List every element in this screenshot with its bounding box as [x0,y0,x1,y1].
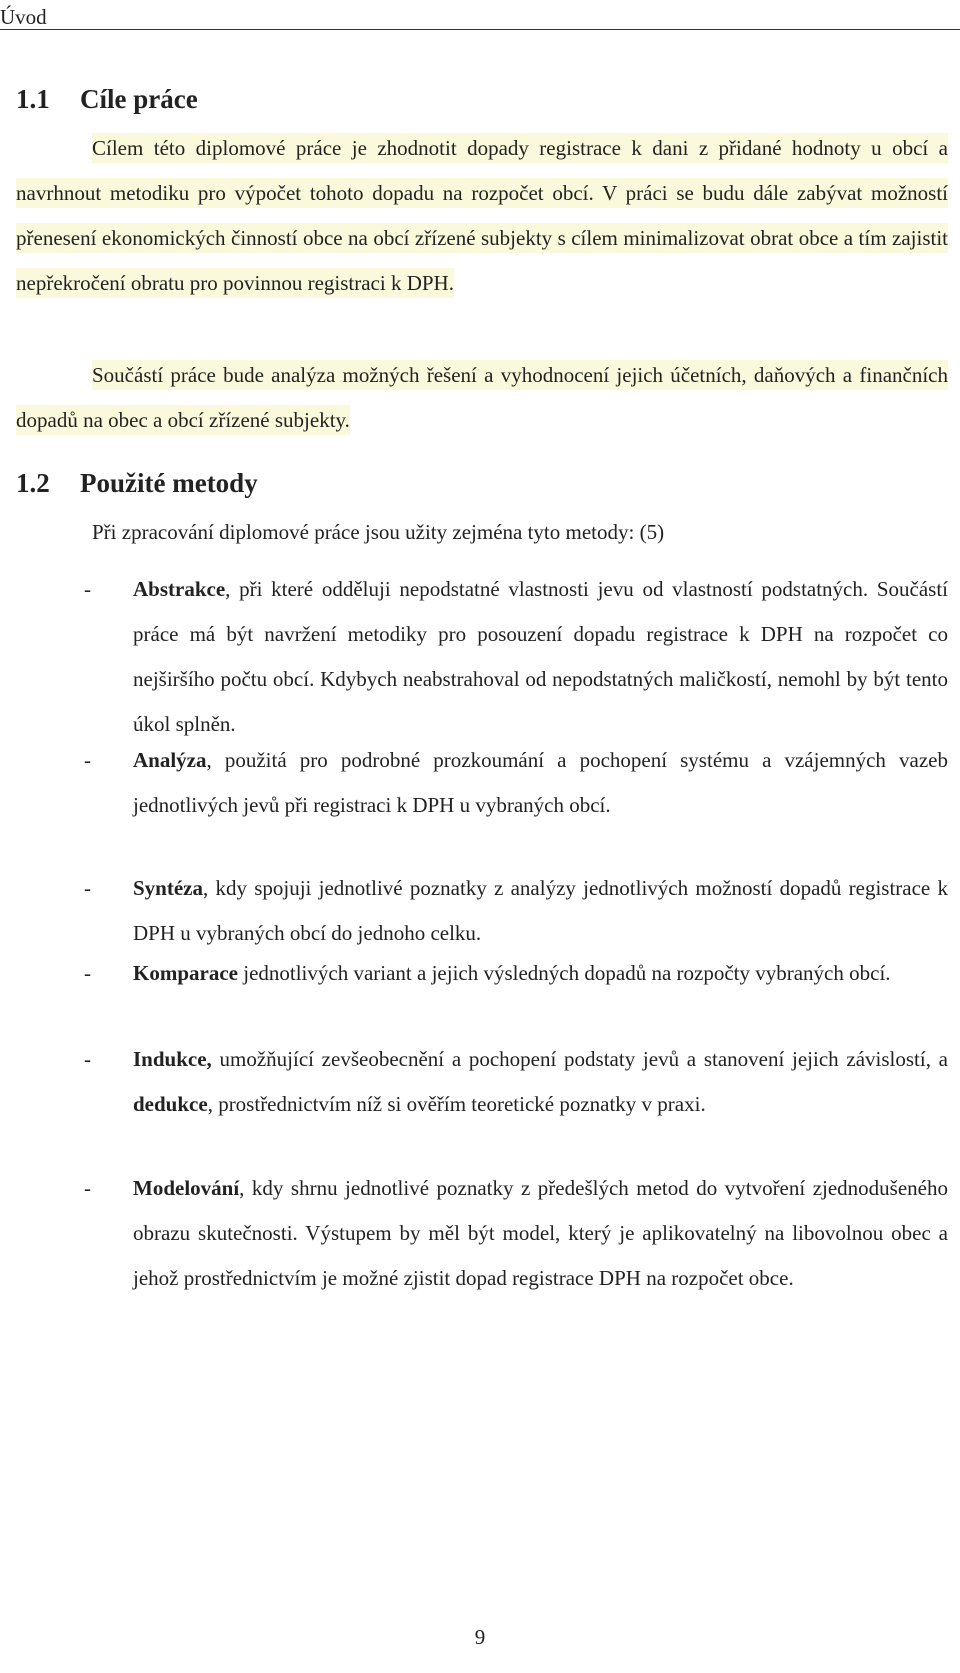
list-item-term: Indukce, [133,1047,212,1071]
goals-paragraph-2 [16,353,948,443]
list-item-text: , kdy shrnu jednotlivé poznatky z předešlých metod do vytvoření zjednodušeného obrazu skutečnosti. Výstupem by měl být model, který je aplikovatelný na libovolnou obec a jehož prostřednictvím je možné zjistit dopad registrace DPH na rozpočet obce. [133,1176,948,1290]
list-item-term: Modelování [133,1176,240,1200]
list-item-induction: - Indukce, umožňující zevšeobecnění a pochopení podstaty jevů a stanovení jejich závislostí, a dedukce, prostřednictvím níž si ověřím teoretické poznatky v praxi. [84,1047,948,1116]
list-item-term: Abstrakce [133,577,226,601]
section-number: 1.1 [16,84,50,114]
section-heading-methods [16,468,258,499]
list-item-analysis: - Analýza, použitá pro podrobné prozkoumání a pochopení systému a vzájemných vazeb jednotlivých jevů při registraci k DPH u vybraných obcí. [84,748,948,817]
list-item-text: , při které odděluji nepodstatné vlastnosti jevu od vlastností podstatných. Součástí práce má být navržení metodiky pro posouzení dopadu registrace k DPH na rozpočet co nejširšího počtu obcí. Kdybych neabstrahoval od nepodstatných maličkostí, nemohl by být tento úkol splněn. [133,577,948,736]
list-item-text: , prostřednictvím níž si ověřím teoretické poznatky v praxi. [207,1092,706,1116]
page-number: 9 [474,1625,486,1649]
highlighted-text: Součástí práce bude analýza možných řešení a vyhodnocení jejich účetních, daňových a finančních dopadů na obec a obcí zřízené subjekty. [16,360,948,435]
running-header [0,4,960,30]
list-item-term-secondary: dedukce [133,1092,208,1116]
list-item-abstraction: - Abstrakce, při které odděluji nepodstatné vlastnosti jevu od vlastností podstatných. Součástí práce má být navržení metodiky pro posouzení dopadu registrace k DPH na rozpočet co nejširšího počtu obcí. Kdybych neabstrahoval od nepodstatných maličkostí, nemohl by být tento úkol splněn. [84,577,948,736]
goals-paragraph-1 [16,126,948,306]
list-item-synthesis: - Syntéza, kdy spojuji jednotlivé poznatky z analýzy jednotlivých možností dopadů registrace k DPH u vybraných obcí do jednoho celku. [84,876,948,945]
highlighted-text: Cílem této diplomové práce je zhodnotit dopady registrace k dani z přidané hodnoty u obcí a navrhnout metodiku pro výpočet tohoto dopadu na rozpočet obcí. V práci se budu dále zabývat možností přenesení ekonomických činností obce na obcí zřízené subjekty s cílem minimalizovat obrat obce a tím zajistit nepřekročení obratu pro povinnou registraci k DPH. [16,133,948,298]
list-item-text: , kdy spojuji jednotlivé poznatky z analýzy jednotlivých možností dopadů registrace k DPH u vybraných obcí do jednoho celku. [133,876,948,945]
section-number: 1.2 [16,468,50,498]
list-item-comparison: - Komparace jednotlivých variant a jejich výsledných dopadů na rozpočty vybraných obcí. [84,961,891,985]
section-title: Cíle práce [80,84,198,114]
list-item-term: Komparace [133,961,238,985]
list-item-term: Syntéza [133,876,203,900]
methods-intro-text: Při zpracování diplomové práce jsou užity zejména tyto metody: (5) [92,520,665,544]
list-item-modelling: - Modelování, kdy shrnu jednotlivé poznatky z předešlých metod do vytvoření zjednodušeného obrazu skutečnosti. Výstupem by měl být model, který je aplikovatelný na libovolnou obec a jehož prostřednictvím je možné zjistit dopad registrace DPH na rozpočet obce. [84,1176,948,1290]
running-header-title: Úvod [0,5,47,29]
section-title: Použité metody [80,468,258,498]
list-item-term: Analýza [133,748,207,772]
methods-intro [16,510,948,555]
section-heading-goals [16,84,198,115]
list-item-text: , použitá pro podrobné prozkoumání a pochopení systému a vzájemných vazeb jednotlivých jevů při registraci k DPH u vybraných obcí. [133,748,948,817]
list-item-text: jednotlivých variant a jejich výsledných dopadů na rozpočty vybraných obcí. [237,961,891,985]
list-item-text: umožňující zevšeobecnění a pochopení podstaty jevů a stanovení jejich závislostí, a [211,1047,948,1071]
